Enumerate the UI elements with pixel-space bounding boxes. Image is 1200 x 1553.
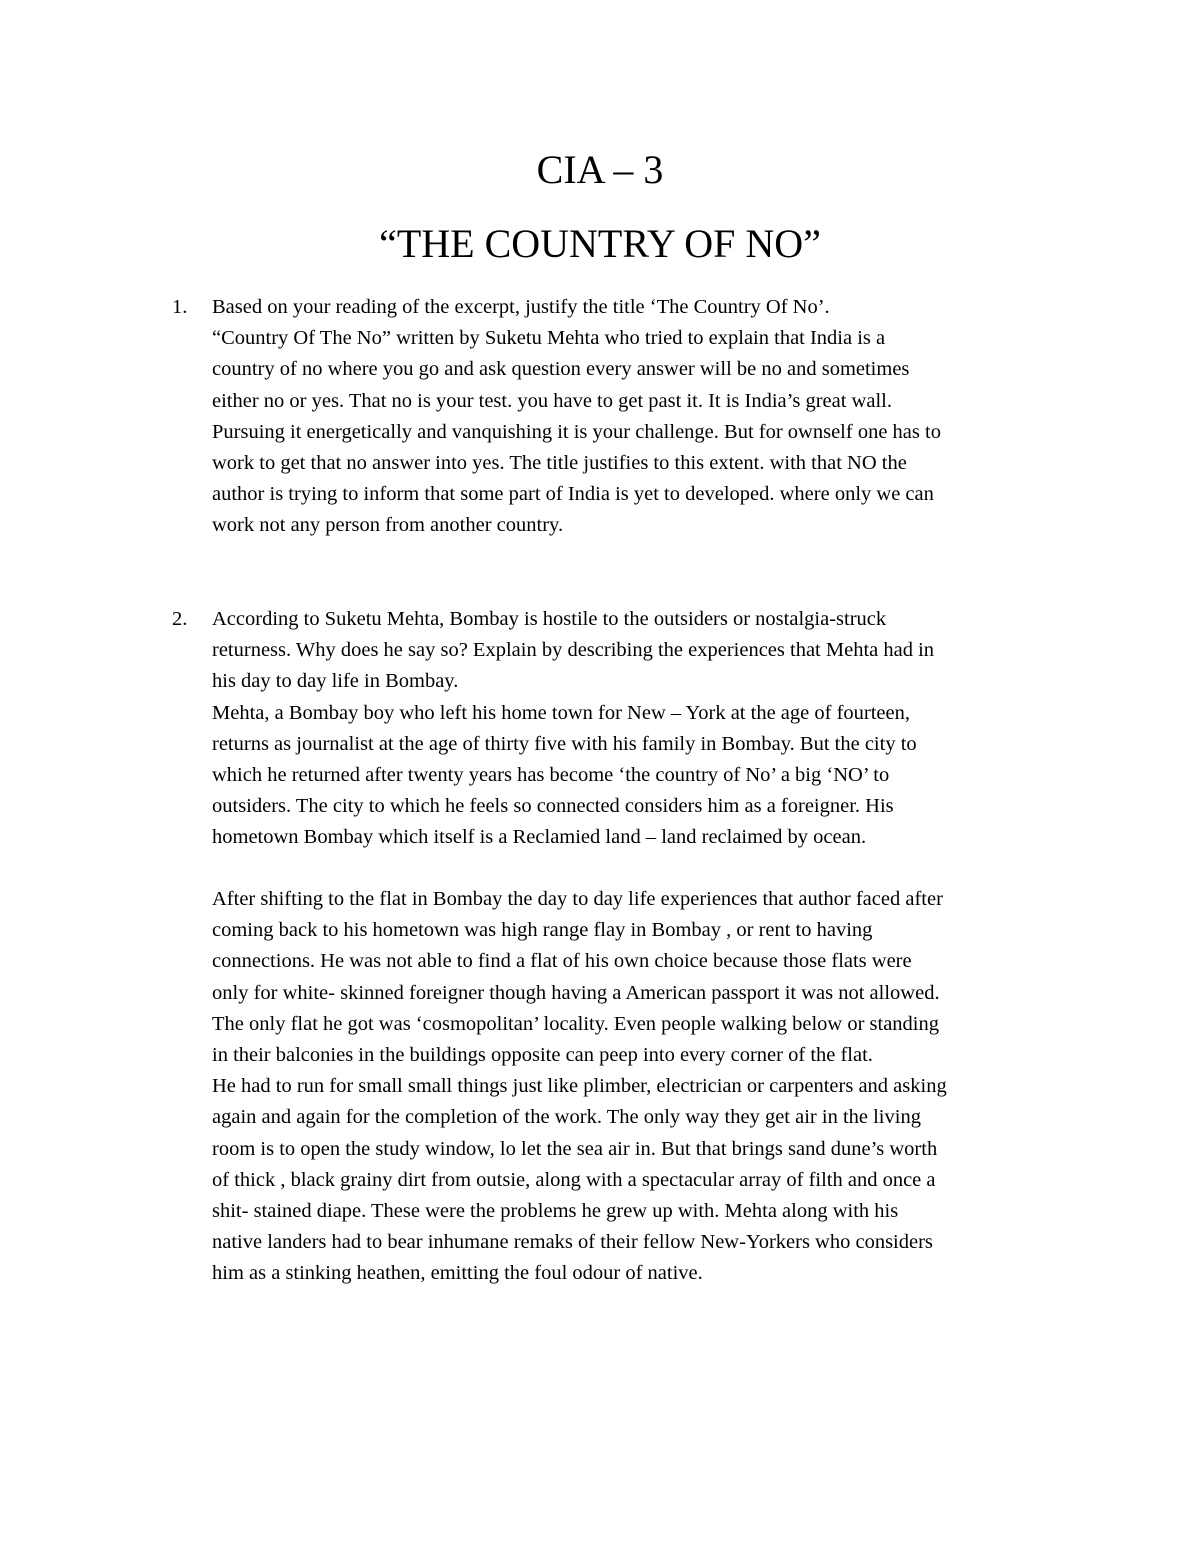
text-line: hometown Bombay which itself is a Reclamied land – land reclaimed by ocean. <box>212 826 867 849</box>
text-line: author is trying to inform that some part of India is yet to developed. where only we can <box>212 483 934 506</box>
text-line: returness. Why does he say so? Explain by describing the experiences that Mehta had in <box>212 639 935 662</box>
text-line: Pursuing it energetically and vanquishing it is your challenge. But for ownself one has to <box>212 420 941 443</box>
question-2 <box>172 604 1072 854</box>
text-line: He had to run for small small things just like plimber, electrician or carpenters and asking <box>212 1075 947 1098</box>
question-1 <box>172 292 1072 542</box>
text-line: in their balconies in the buildings opposite can peep into every corner of the flat. <box>212 1044 873 1067</box>
text-line: only for white- skinned foreigner though having a American passport it was not allowed. <box>212 981 940 1004</box>
question-2-number: 2. <box>172 608 188 630</box>
text-line: According to Suketu Mehta, Bombay is hostile to the outsiders or nostalgia-struck <box>212 608 887 630</box>
text-line: outsiders. The city to which he feels so connected considers him as a foreigner. His <box>212 795 894 818</box>
text-line: work not any person from another country. <box>212 514 564 537</box>
text-line: which he returned after twenty years has become ‘the country of No’ a big ‘NO’ to <box>212 764 890 787</box>
text-line: of thick , black grainy dirt from outsie, along with a spectacular array of filth and once a <box>212 1168 936 1191</box>
text-line: coming back to his hometown was high range flay in Bombay , or rent to having <box>212 919 873 942</box>
text-line: country of no where you go and ask question every answer will be no and sometimes <box>212 358 910 381</box>
text-line: work to get that no answer into yes. The title justifies to this extent. with that NO the <box>212 452 907 475</box>
text-line: again and again for the completion of the work. The only way they get air in the living <box>212 1106 921 1129</box>
question-1-text <box>212 292 1072 542</box>
text-line: him as a stinking heathen, emitting the foul odour of native. <box>212 1262 703 1285</box>
text-line: The only flat he got was ‘cosmopolitan’ locality. Even people walking below or standing <box>212 1012 939 1035</box>
document-subtitle: “THE COUNTRY OF NO” <box>379 221 821 266</box>
text-line: his day to day life in Bombay. <box>212 670 459 693</box>
text-line: returns as journalist at the age of thirty five with his family in Bombay. But the city to <box>212 732 917 755</box>
question-1-number: 1. <box>172 296 188 318</box>
text-line: room is to open the study window, lo let the sea air in. But that brings sand dune’s worth <box>212 1137 938 1160</box>
text-line: native landers had to bear inhumane remaks of their fellow New-Yorkers who considers <box>212 1231 933 1254</box>
document-title: CIA – 3 <box>536 147 664 192</box>
text-line: shit- stained diape. These were the problems he grew up with. Mehta along with his <box>212 1200 899 1223</box>
question-2-continued-text <box>212 884 1072 1290</box>
question-2-text <box>212 604 1072 854</box>
question-2-continued <box>172 884 1072 1290</box>
text-line: “Country Of The No” written by Suketu Mehta who tried to explain that India is a <box>212 327 886 350</box>
text-line: Based on your reading of the excerpt, justify the title ‘The Country Of No’. <box>212 296 830 318</box>
text-line: either no or yes. That no is your test. you have to get past it. It is India’s great wall. <box>212 389 892 412</box>
text-line: Mehta, a Bombay boy who left his home town for New – York at the age of fourteen, <box>212 701 910 724</box>
text-line: After shifting to the flat in Bombay the day to day life experiences that author faced after <box>212 888 943 910</box>
text-line: connections. He was not able to find a flat of his own choice because those flats were <box>212 950 912 973</box>
